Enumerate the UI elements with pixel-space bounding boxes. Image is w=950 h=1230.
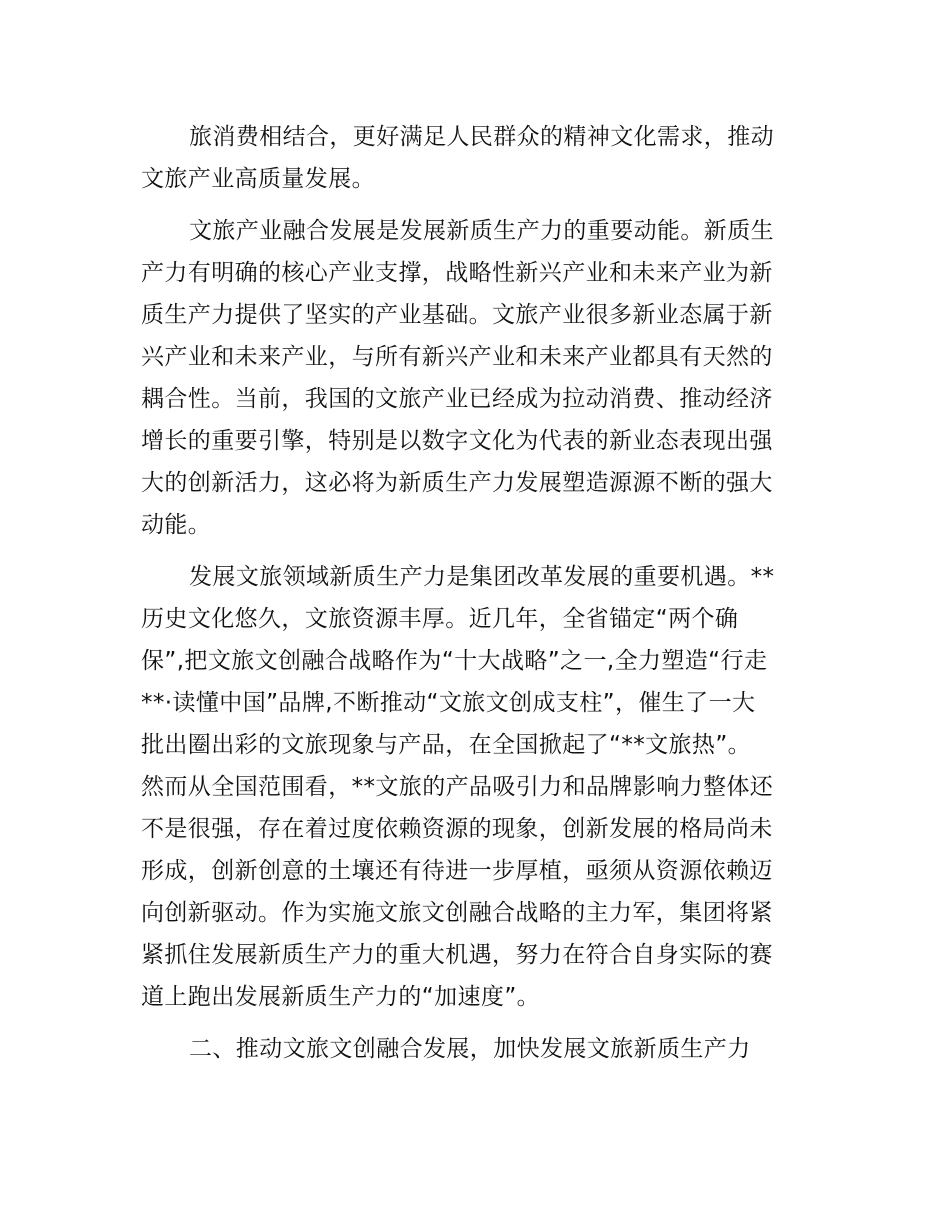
paragraph-line: **·读懂中国”品牌,不断推动“文旅文创成支柱”，催生了一大 [141,690,756,716]
paragraph-line: 文旅产业融合发展是发展新质生产力的重要动能。新质生 [189,218,774,244]
paragraph-line: 动能。 [141,512,212,538]
paragraph-line: 不是很强，存在着过度依赖资源的现象，创新发展的格局尚未 [141,816,773,842]
paragraph-line: 增长的重要引擎，特别是以数字文化为代表的新业态表现出强 [141,428,773,454]
paragraph-line: 道上跑出发展新质生产力的“加速度”。 [141,984,541,1010]
paragraph-line: 然而从全国范围看，**文旅的产品吸引力和品牌影响力整体还 [141,774,774,800]
section-heading-text: 二、推动文旅文创融合发展，加快发展文旅新质生产力 [189,1036,751,1062]
paragraph-line: 保”,把文旅文创融合战略作为“十大战略”之一,全力塑造“行走 [141,648,768,674]
paragraph-2 [141,210,813,546]
paragraph-line: 耦合性。当前，我国的文旅产业已经成为拉动消费、推动经济 [141,386,773,412]
paragraph-1 [141,116,813,200]
section-heading [141,1028,813,1070]
paragraph-line: 紧抓住发展新质生产力的重大机遇，努力在符合自身实际的赛 [141,942,773,968]
paragraph-line: 形成，创新创意的土壤还有待进一步厚植，亟须从资源依赖迈 [141,858,773,884]
paragraph-line: 文旅产业高质量发展。 [141,166,375,192]
paragraph-3 [141,556,813,1018]
paragraph-line: 兴产业和未来产业，与所有新兴产业和未来产业都具有天然的 [141,344,773,370]
paragraph-line: 批出圈出彩的文旅现象与产品，在全国掀起了“**文旅热”。 [141,732,752,758]
paragraph-line: 产力有明确的核心产业支撑，战略性新兴产业和未来产业为新 [141,260,773,286]
paragraph-line: 质生产力提供了坚实的产业基础。文旅产业很多新业态属于新 [141,302,773,328]
paragraph-line: 发展文旅领域新质生产力是集团改革发展的重要机遇。** [189,564,775,590]
paragraph-line: 大的创新活力，这必将为新质生产力发展塑造源源不断的强大 [141,470,773,496]
paragraph-line: 历史文化悠久，文旅资源丰厚。近几年，全省锚定“两个确 [141,606,739,632]
paragraph-line: 旅消费相结合，更好满足人民群众的精神文化需求，推动 [189,124,774,150]
document-body [141,116,813,1080]
paragraph-line: 向创新驱动。作为实施文旅文创融合战略的主力军，集团将紧 [141,900,773,926]
